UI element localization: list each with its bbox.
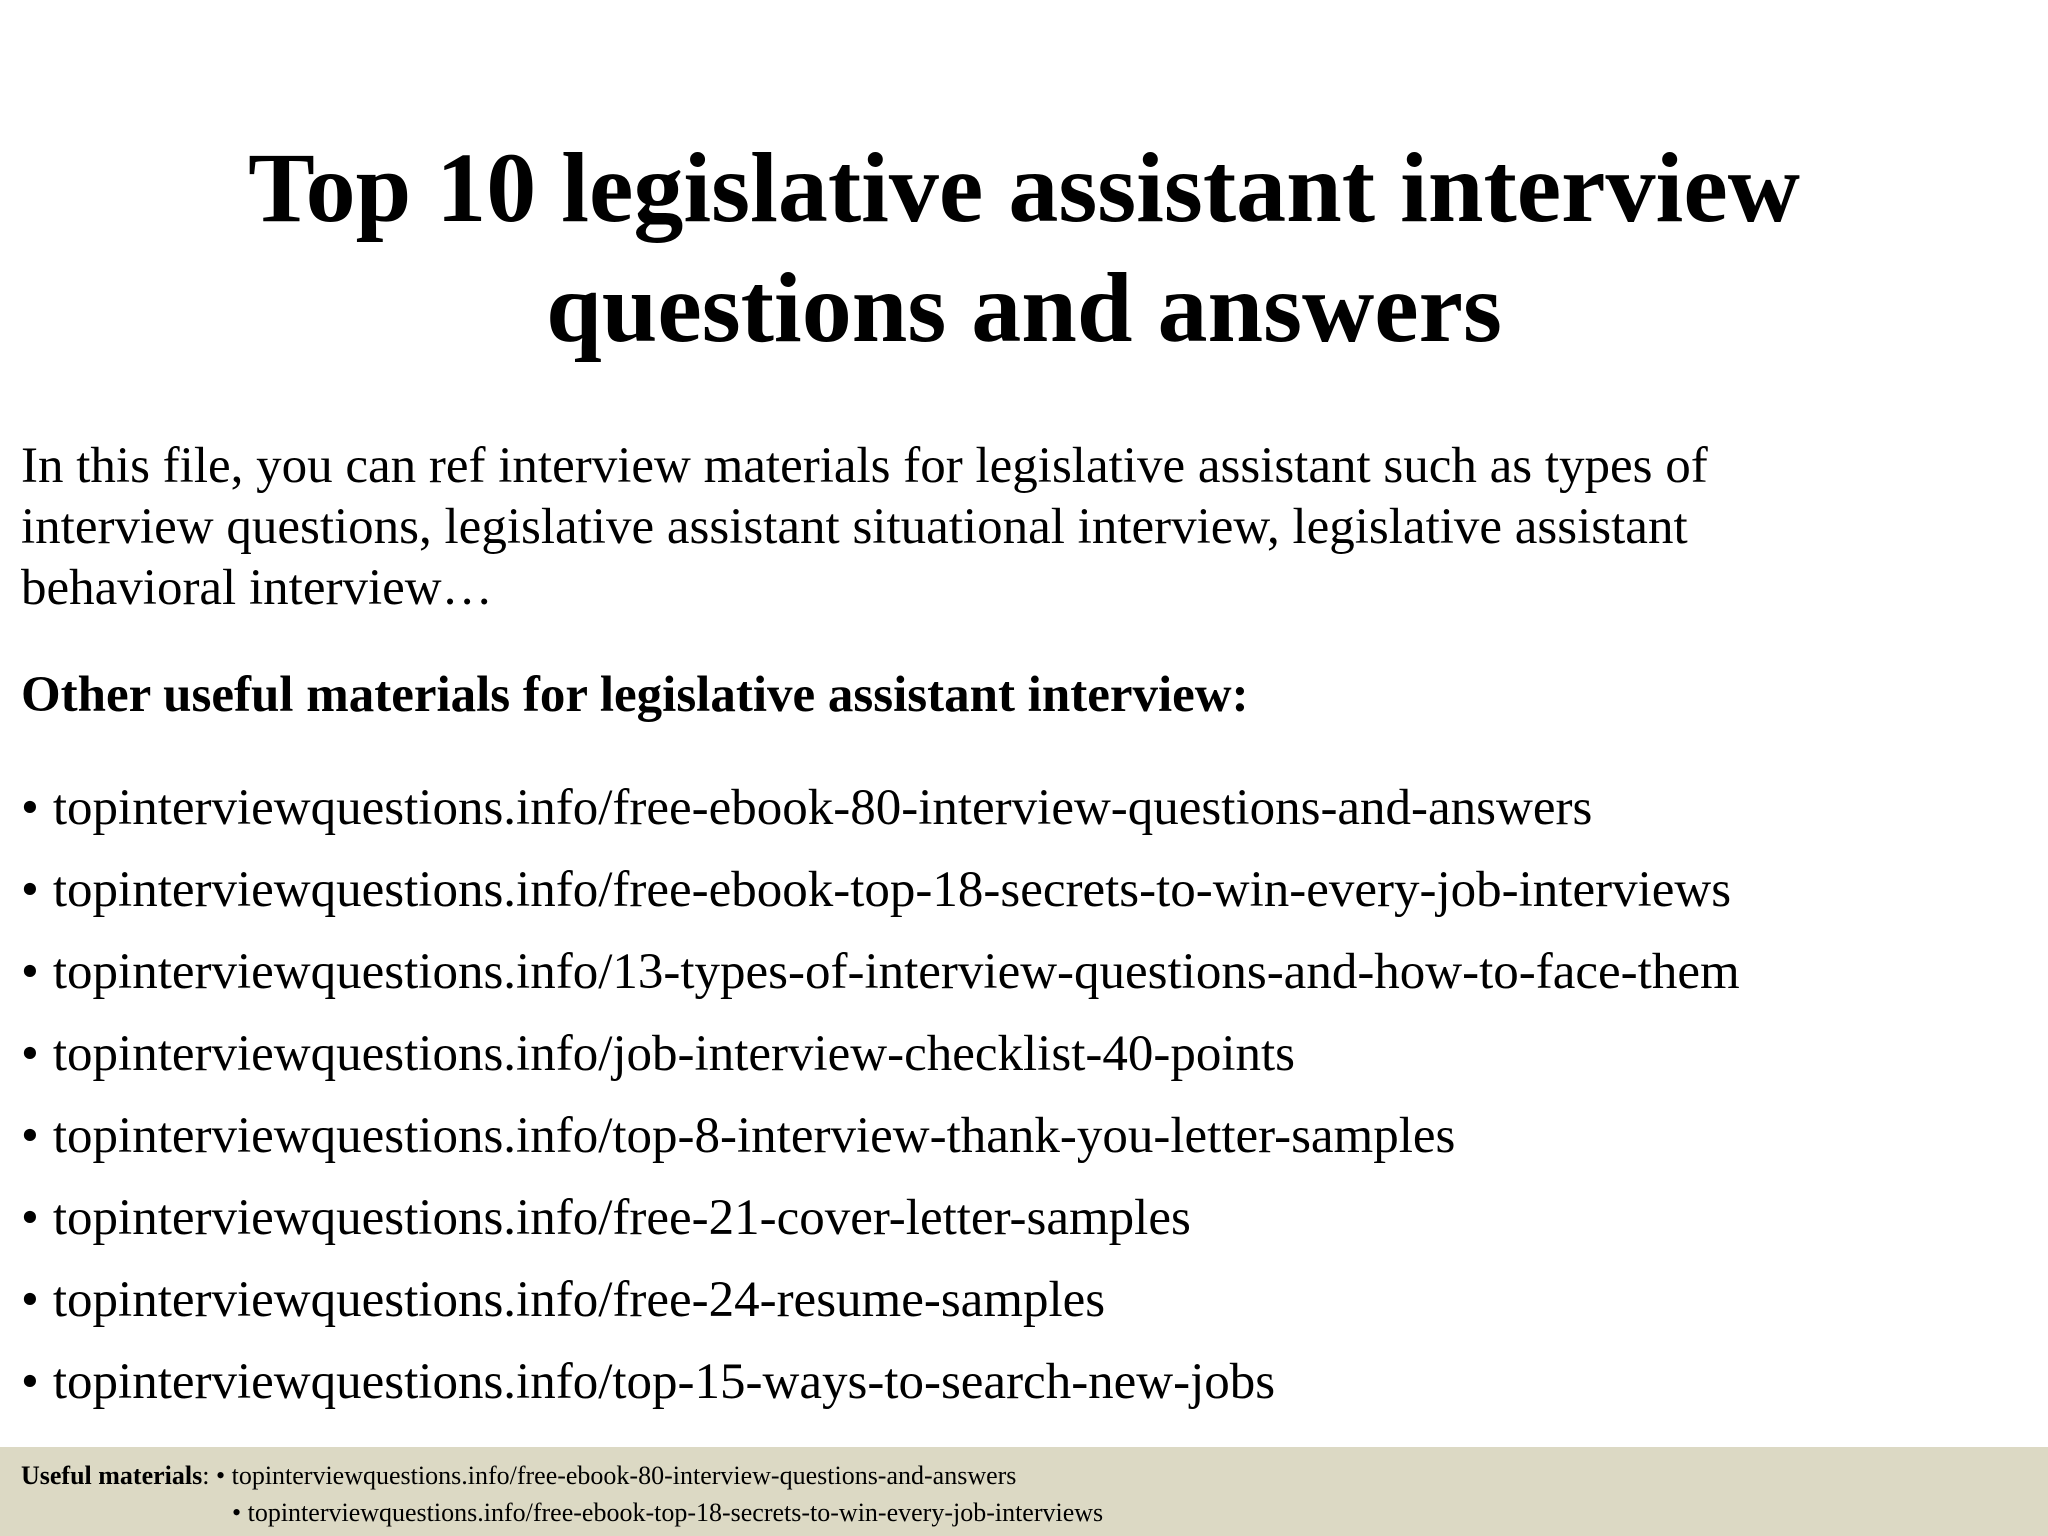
list-item xyxy=(21,767,2031,849)
bullet-icon: • xyxy=(21,944,39,1000)
material-link[interactable]: topinterviewquestions.info/job-interview-checklist-40-points xyxy=(52,1026,1296,1082)
bullet-icon: • xyxy=(21,780,39,836)
list-item xyxy=(21,1259,2031,1341)
footer-row xyxy=(21,1457,1016,1494)
bullet-icon: • xyxy=(21,1354,39,1410)
materials-heading: Other useful materials for legislative assistant interview: xyxy=(21,667,1249,723)
footer-row xyxy=(232,1494,1103,1531)
material-link[interactable]: topinterviewquestions.info/free-ebook-80-interview-questions-and-answers xyxy=(52,780,1593,836)
material-link[interactable]: topinterviewquestions.info/top-15-ways-to-search-new-jobs xyxy=(52,1354,1276,1410)
material-link[interactable]: topinterviewquestions.info/top-8-interview-thank-you-letter-samples xyxy=(52,1108,1456,1164)
list-item xyxy=(21,931,2031,1013)
bullet-icon: • xyxy=(232,1498,242,1527)
footer-separator: : xyxy=(202,1461,216,1490)
list-item xyxy=(21,1013,2031,1095)
intro-line-3: behavioral interview… xyxy=(21,560,493,616)
intro-line-1: In this file, you can ref interview materials for legislative assistant such as types of xyxy=(21,438,1708,494)
bullet-icon: • xyxy=(21,1272,39,1328)
title-line-2: questions and answers xyxy=(546,252,1502,363)
bullet-icon: • xyxy=(21,862,39,918)
intro-paragraph xyxy=(21,436,2011,619)
footer-label: Useful materials xyxy=(21,1461,203,1490)
bullet-icon: • xyxy=(21,1026,39,1082)
material-link[interactable]: topinterviewquestions.info/free-21-cover-letter-samples xyxy=(52,1190,1191,1246)
footer-link[interactable]: topinterviewquestions.info/free-ebook-top-18-secrets-to-win-every-job-interviews xyxy=(247,1498,1104,1527)
bullet-icon: • xyxy=(215,1461,226,1490)
list-item xyxy=(21,1177,2031,1259)
footer-link[interactable]: topinterviewquestions.info/free-ebook-80-interview-questions-and-answers xyxy=(231,1461,1017,1490)
material-link[interactable]: topinterviewquestions.info/free-24-resume-samples xyxy=(52,1272,1106,1328)
intro-line-2: interview questions, legislative assistant situational interview, legislative assistant xyxy=(21,499,1688,555)
material-link[interactable]: topinterviewquestions.info/free-ebook-top-18-secrets-to-win-every-job-interviews xyxy=(52,862,1732,918)
title-line-1: Top 10 legislative assistant interview xyxy=(248,132,1800,243)
bullet-icon: • xyxy=(21,1108,39,1164)
materials-list xyxy=(21,767,2031,1423)
bullet-icon: • xyxy=(21,1190,39,1246)
list-item xyxy=(21,1095,2031,1177)
page-title xyxy=(0,128,2048,368)
footer-band xyxy=(0,1447,2048,1536)
material-link[interactable]: topinterviewquestions.info/13-types-of-interview-questions-and-how-to-face-them xyxy=(52,944,1740,1000)
list-item xyxy=(21,849,2031,931)
list-item xyxy=(21,1341,2031,1423)
